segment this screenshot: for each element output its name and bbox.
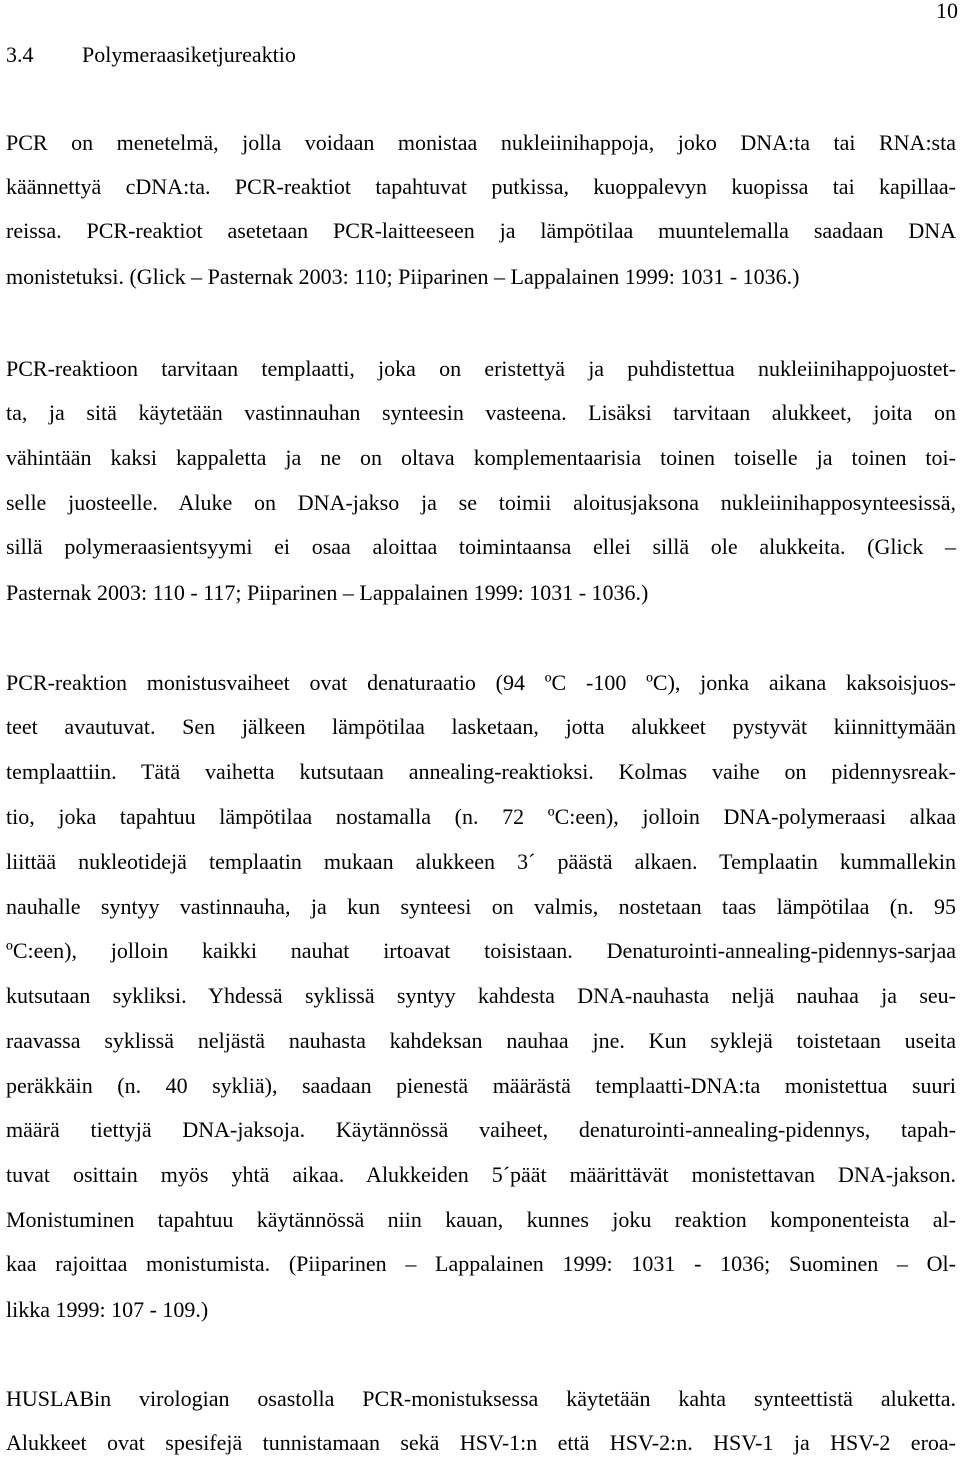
text-line: ta, ja sitä käytetään vastinnauhan synteesin vasteena. Lisäksi tarvitaan alukkeet, joita on — [6, 400, 956, 425]
text-line: monistetuksi. (Glick – Pasternak 2003: 110; Piiparinen – Lappalainen 1999: 1031 - 1036.) — [6, 264, 800, 289]
section-heading — [6, 41, 296, 69]
text-line: ºC:een), jolloin kaikki nauhat irtoavat toisistaan. Denaturointi-annealing-pidennys-sarjaa — [6, 938, 956, 963]
text-line: vähintään kaksi kappaletta ja ne on oltava komplementaarisia toinen toiselle ja toinen toi- — [6, 445, 956, 470]
text-line: peräkkäin (n. 40 sykliä), saadaan pienestä määrästä templaatti-DNA:ta monistettua suuri — [6, 1073, 956, 1098]
section-title: Polymeraasiketjureaktio — [82, 42, 296, 67]
text-line: templaattiin. Tätä vaihetta kutsutaan annealing-reaktioksi. Kolmas vaihe on pidennysreak- — [6, 759, 956, 784]
text-line: kaa rajoittaa monistumista. (Piiparinen – Lappalainen 1999: 1031 - 1036; Suominen – Ol- — [6, 1251, 956, 1276]
section-number: 3.4 — [6, 42, 34, 67]
text-line: PCR on menetelmä, jolla voidaan monistaa nukleiinihappoja, joko DNA:ta tai RNA:sta — [6, 130, 956, 155]
text-line: tio, joka tapahtuu lämpötilaa nostamalla (n. 72 ºC:een), jolloin DNA-polymeraasi alkaa — [6, 804, 956, 829]
text-line: liittää nukleotidejä templaatin mukaan alukkeen 3´ päästä alkaen. Templaatin kummallekin — [6, 849, 956, 874]
text-line: määrä tiettyjä DNA-jaksoja. Käytännössä vaiheet, denaturointi-annealing-pidennys, tapah- — [6, 1117, 956, 1142]
text-line: nauhalle syntyy vastinnauha, ja kun synteesi on valmis, nostetaan taas lämpötilaa (n. 95 — [6, 894, 956, 919]
text-line: Alukkeet ovat spesifejä tunnistamaan sekä HSV-1:n että HSV-2:n. HSV-1 ja HSV-2 eroa- — [6, 1430, 956, 1455]
text-line: reissa. PCR-reaktiot asetetaan PCR-laitteeseen ja lämpötilaa muuntelemalla saadaan DNA — [6, 218, 956, 243]
text-line: PCR-reaktion monistusvaiheet ovat denaturaatio (94 ºC -100 ºC), jonka aikana kaksoisjuos- — [6, 670, 956, 695]
text-line: selle juosteelle. Aluke on DNA-jakso ja se toimii aloitusjaksona nukleiinihapposynteesissä, — [6, 490, 956, 515]
text-line: PCR-reaktioon tarvitaan templaatti, joka on eristettyä ja puhdistettua nukleiinihappojuostet- — [6, 356, 956, 381]
text-line: käännettyä cDNA:ta. PCR-reaktiot tapahtuvat putkissa, kuoppalevyn kuopissa tai kapillaa- — [6, 174, 956, 199]
page-number: 10 — [936, 0, 958, 23]
text-line: Monistuminen tapahtuu käytännössä niin kauan, kunnes joku reaktion komponenteista al- — [6, 1207, 956, 1232]
text-line: HUSLABin virologian osastolla PCR-monistuksessa käytetään kahta synteettistä aluketta. — [6, 1386, 956, 1411]
text-line: raavassa syklissä neljästä nauhasta kahdeksan nauhaa jne. Kun syklejä toistetaan useita — [6, 1028, 956, 1053]
text-line: likka 1999: 107 - 109.) — [6, 1297, 209, 1322]
text-line: kutsutaan sykliksi. Yhdessä syklissä syntyy kahdesta DNA-nauhasta neljä nauhaa ja seu- — [6, 983, 956, 1008]
text-line: teet avautuvat. Sen jälkeen lämpötilaa lasketaan, jotta alukkeet pystyvät kiinnittymään — [6, 714, 956, 739]
text-line: sillä polymeraasientsyymi ei osaa aloittaa toimintaansa ellei sillä ole alukkeita. (Glick – — [6, 534, 956, 559]
text-line: tuvat osittain myös yhtä aikaa. Alukkeiden 5´päät määrittävät monistettavan DNA-jakson. — [6, 1162, 956, 1187]
text-line: Pasternak 2003: 110 - 117; Piiparinen – Lappalainen 1999: 1031 - 1036.) — [6, 580, 649, 605]
